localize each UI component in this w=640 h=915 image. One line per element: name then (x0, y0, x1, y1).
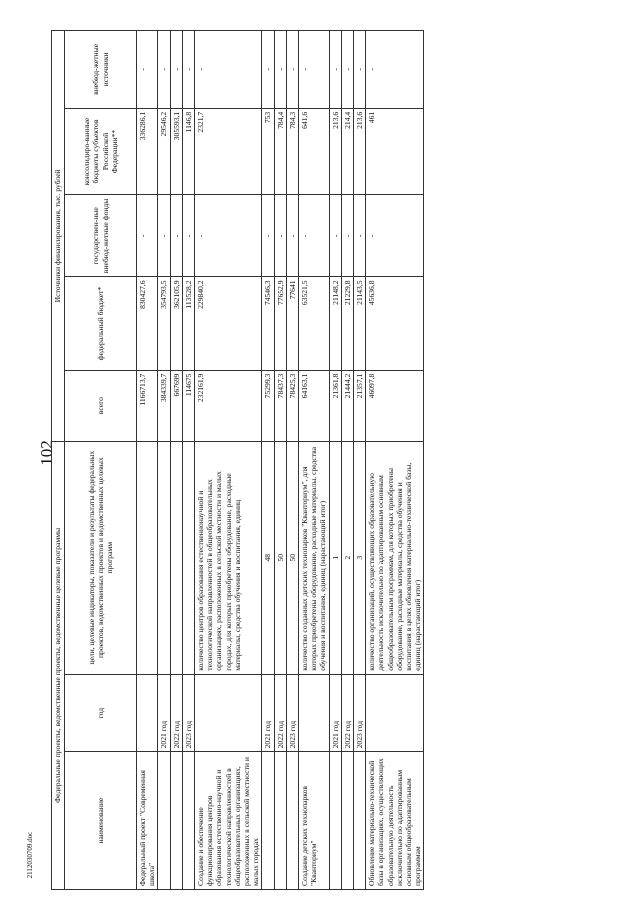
cell-name (341, 752, 353, 890)
cell-total: 78425,3 (286, 370, 298, 441)
cell-state-funds: - (182, 195, 194, 277)
cell-year: 2021 год (329, 674, 341, 752)
cell-year: 2022 год (341, 674, 353, 752)
table-row (158, 31, 170, 890)
cell-year (299, 674, 330, 752)
cell-regional: 214,4 (341, 108, 353, 195)
cell-name: Федеральный проект "Современная школа" (137, 752, 158, 890)
cell-extra: - (274, 31, 286, 109)
table-row (286, 31, 298, 890)
cell-name (170, 752, 182, 890)
cell-goal: 48 (262, 441, 274, 674)
cell-total: 78437,3 (274, 370, 286, 441)
cell-federal: 74546,3 (262, 277, 274, 370)
cell-extra: - (262, 31, 274, 109)
cell-extra: - (182, 31, 194, 109)
cell-total: 114675 (182, 370, 194, 441)
cell-total: 46097,8 (366, 370, 424, 441)
cell-total: 21357,1 (354, 370, 366, 441)
cell-year: 2023 год (286, 674, 298, 752)
cell-state-funds: - (137, 195, 158, 277)
cell-regional: 784,3 (286, 108, 298, 195)
cell-total: 21444,2 (341, 370, 353, 441)
cell-year: 2021 год (158, 674, 170, 752)
page-number: 102 (37, 440, 56, 466)
cell-goal: количество центров образования естественнонаучной и технологической направленностей в общеобразовательных организациях, расположенных в сельской местности и малых городах, для которых приобретены оборудование, расходные материалы, средства обучения и воспитания, единиц (195, 441, 262, 674)
funding-group-header: Источники финансирования, тыс. рублей (52, 31, 65, 442)
table-row (341, 31, 353, 890)
cell-goal: 3 (354, 441, 366, 674)
cell-regional: 336286,1 (137, 108, 158, 195)
cell-goal (182, 441, 194, 674)
cell-year: 2022 год (170, 674, 182, 752)
cell-name (286, 752, 298, 890)
cell-regional: 784,4 (274, 108, 286, 195)
cell-year: 2022 год (274, 674, 286, 752)
cell-name (329, 752, 341, 890)
col-regional-header: консолидиро-ванные бюджеты субъектов Российской Федерации** (65, 108, 137, 195)
cell-state-funds: - (195, 195, 262, 277)
cell-state-funds: - (262, 195, 274, 277)
table-row (329, 31, 341, 890)
cell-goal: 1 (329, 441, 341, 674)
cell-regional: 641,6 (299, 108, 330, 195)
table-body (137, 31, 424, 890)
col-extra-header: внебюд-жетные источники (65, 31, 137, 109)
table-row (137, 31, 158, 890)
cell-goal (137, 441, 158, 674)
cell-name: Создание детских технопарков "Кванториум" (299, 752, 330, 890)
cell-extra: - (329, 31, 341, 109)
cell-name (274, 752, 286, 890)
cell-state-funds: - (341, 195, 353, 277)
rotated-table-wrapper (51, 30, 621, 890)
cell-year: 2023 год (354, 674, 366, 752)
cell-name: Создание и обеспечение функционирования центров образования естественно-научной и технологической направленностей в общеобразовательных организациях, расположенных в сельской местности и малых городах (195, 752, 262, 890)
col-total-header: всего (65, 370, 137, 441)
cell-regional: 2321,7 (195, 108, 262, 195)
cell-extra: - (137, 31, 158, 109)
cell-extra: - (286, 31, 298, 109)
cell-regional: 305593,1 (170, 108, 182, 195)
col-federal-header: федеральный бюджет* (65, 277, 137, 370)
cell-regional: 461 (366, 108, 424, 195)
cell-goal (170, 441, 182, 674)
projects-group-header: Федеральные проекты, ведомственные проекты, ведомственные целевые программы (52, 441, 65, 889)
cell-year: 2023 год (182, 674, 194, 752)
cell-state-funds: - (354, 195, 366, 277)
cell-federal: 45636,8 (366, 277, 424, 370)
cell-federal: 229840,2 (195, 277, 262, 370)
cell-extra: - (158, 31, 170, 109)
cell-year (195, 674, 262, 752)
cell-goal (158, 441, 170, 674)
cell-extra: - (354, 31, 366, 109)
cell-extra: - (366, 31, 424, 109)
cell-federal: 830427,6 (137, 277, 158, 370)
cell-total: 75299,3 (262, 370, 274, 441)
table-row (170, 31, 182, 890)
cell-goal: 2 (341, 441, 353, 674)
cell-goal: количество организаций, осуществляющих образовательную деятельность исключительно по адаптированным основным общеобразовательным программам, для которых приобретены оборудование, расходные материалы, средства обучения и воспитания в целях обновления материально-технической базы, единиц (нарастающий итог) (366, 441, 424, 674)
col-state-funds-header: государствен-ные внебюд-жетные фонды (65, 195, 137, 277)
cell-year: 2021 год (262, 674, 274, 752)
cell-extra: - (299, 31, 330, 109)
cell-regional: 213,6 (329, 108, 341, 195)
cell-federal: 77652,9 (274, 277, 286, 370)
cell-state-funds: - (274, 195, 286, 277)
cell-year (366, 674, 424, 752)
cell-federal: 63521,5 (299, 277, 330, 370)
col-name-header: наименование (65, 752, 137, 890)
cell-federal: 362105,9 (170, 277, 182, 370)
cell-state-funds: - (329, 195, 341, 277)
table-row (354, 31, 366, 890)
cell-name (354, 752, 366, 890)
cell-goal: 50 (286, 441, 298, 674)
cell-federal: 21148,2 (329, 277, 341, 370)
table-row (195, 31, 262, 890)
cell-extra: - (170, 31, 182, 109)
cell-goal: количество созданных детских технопарков "Кванториум", для которых приобретены оборудование, расходные материалы, средства обучения и воспитания, единиц (нарастающий итог) (299, 441, 330, 674)
cell-total: 667699 (170, 370, 182, 441)
cell-regional: 29546,2 (158, 108, 170, 195)
cell-state-funds: - (158, 195, 170, 277)
col-goals-header: цели, целевые индикаторы, показатели и результаты федеральных проектов, ведомственных проектов и ведомственных целевых программ (65, 441, 137, 674)
cell-federal: 113528,2 (182, 277, 194, 370)
cell-name (158, 752, 170, 890)
footer-code: 2112030709.doc (26, 831, 34, 879)
cell-name (182, 752, 194, 890)
cell-federal: 21143,5 (354, 277, 366, 370)
table-row (262, 31, 274, 890)
cell-federal: 354793,5 (158, 277, 170, 370)
cell-state-funds: - (299, 195, 330, 277)
cell-state-funds: - (170, 195, 182, 277)
cell-federal: 77641 (286, 277, 298, 370)
funding-table (51, 30, 424, 890)
col-year-header: год (65, 674, 137, 752)
table-row (299, 31, 330, 890)
cell-regional: 753 (262, 108, 274, 195)
cell-state-funds: - (366, 195, 424, 277)
table-row (182, 31, 194, 890)
cell-total: 1166713,7 (137, 370, 158, 441)
cell-name: Обновление материально-технической базы в организациях, осуществляющих образовательную деятельность исключительно по адаптированным основным общеобразовательным программам (366, 752, 424, 890)
cell-total: 21361,8 (329, 370, 341, 441)
cell-total: 64163,1 (299, 370, 330, 441)
cell-regional: 213,6 (354, 108, 366, 195)
cell-federal: 21229,8 (341, 277, 353, 370)
table-row (274, 31, 286, 890)
cell-total: 384339,7 (158, 370, 170, 441)
cell-extra: - (341, 31, 353, 109)
cell-total: 232161,9 (195, 370, 262, 441)
table-row (366, 31, 424, 890)
cell-name (262, 752, 274, 890)
cell-goal: 50 (274, 441, 286, 674)
cell-year (137, 674, 158, 752)
cell-state-funds: - (286, 195, 298, 277)
cell-extra: - (195, 31, 262, 109)
cell-regional: 1146,8 (182, 108, 194, 195)
